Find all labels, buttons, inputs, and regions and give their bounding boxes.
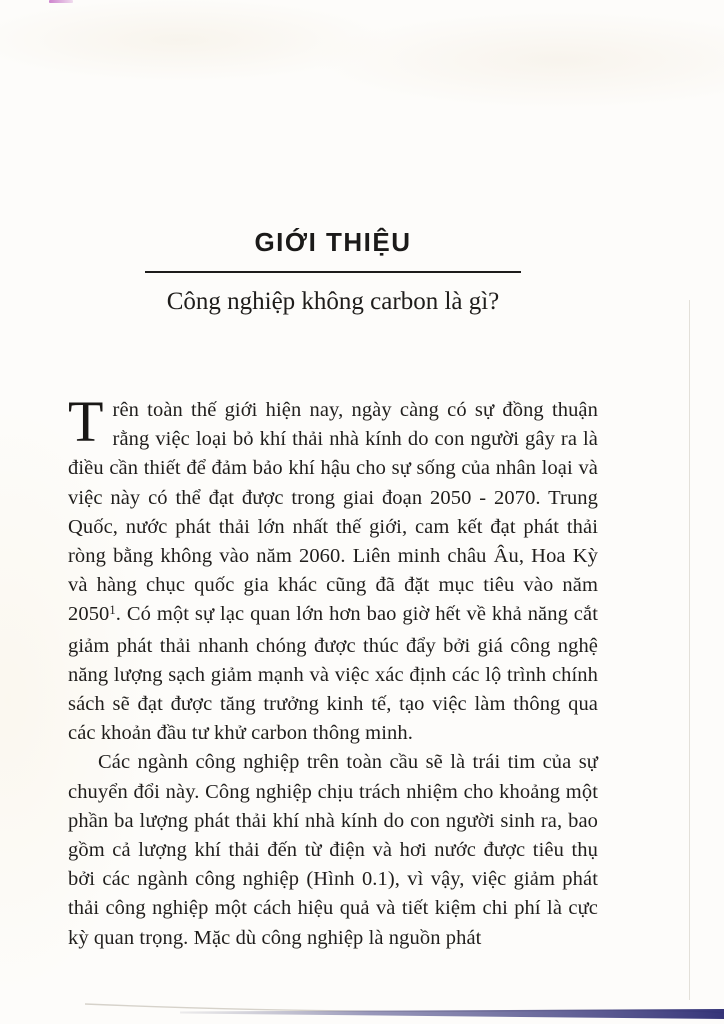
page-edge-blue-line [180, 1009, 724, 1019]
body-text [68, 389, 598, 953]
drop-cap: T [68, 389, 104, 454]
paragraph-2: Các ngành công nghiệp trên toàn cầu sẽ là trái tim của sự chuyển đổi này. Công nghiệp chịu trách nhiệm cho khoảng một phần ba lượng phát thải khí nhà kính do con người sinh ra, bao gồm cả lượng khí thải đến từ điện và hơi nước được tiêu thụ bởi các ngành công nghiệp (Hình 0.1), vì vậy, việc giảm phát thải công nghiệp một cách hiệu quả và tiết kiệm chi phí là cực kỳ quan trọng. Mặc dù công nghiệp là nguồn phát [68, 751, 598, 949]
page-curl-line [85, 1004, 724, 1013]
chapter-subtitle: Công nghiệp không carbon là gì? [166, 288, 500, 315]
paragraph-1 [68, 389, 598, 748]
page-content [68, 0, 598, 953]
page-edge-vertical-line [689, 300, 690, 1000]
footnote-marker: 1 [109, 602, 116, 617]
paragraph-1-text-continued: . Có một sự lạc quan lớn hơn bao giờ hết về khả năng cắt giảm phát thải nhanh chóng được thúc đẩy bởi giá công nghệ năng lượng sạch giảm mạnh và việc xác định các lộ trình chính sách sẽ đạt được tăng trưởng kinh tế, tạo việc làm thông qua các khoản đầu tư khử carbon thông minh. [68, 603, 598, 745]
chapter-heading: GIỚI THIỆU [254, 227, 412, 257]
paragraph-1-text: rên toàn thế giới hiện nay, ngày càng có sự đồng thuận rằng việc loại bỏ khí thải nhà kính do con người gây ra là điều cần thiết để đảm bảo khí hậu cho sự sống của nhân loại và việc này có thể đạt được trong giai đoạn 2050 - 2070. Trung Quốc, nước phát thải lớn nhất thế giới, cam kết đạt phát thải ròng bằng không vào năm 2060. Liên minh châu Âu, Hoa Kỳ và hàng chục quốc gia khác cũng đã đặt mục tiêu vào năm 2050 [68, 399, 598, 626]
heading-rule [145, 271, 521, 273]
